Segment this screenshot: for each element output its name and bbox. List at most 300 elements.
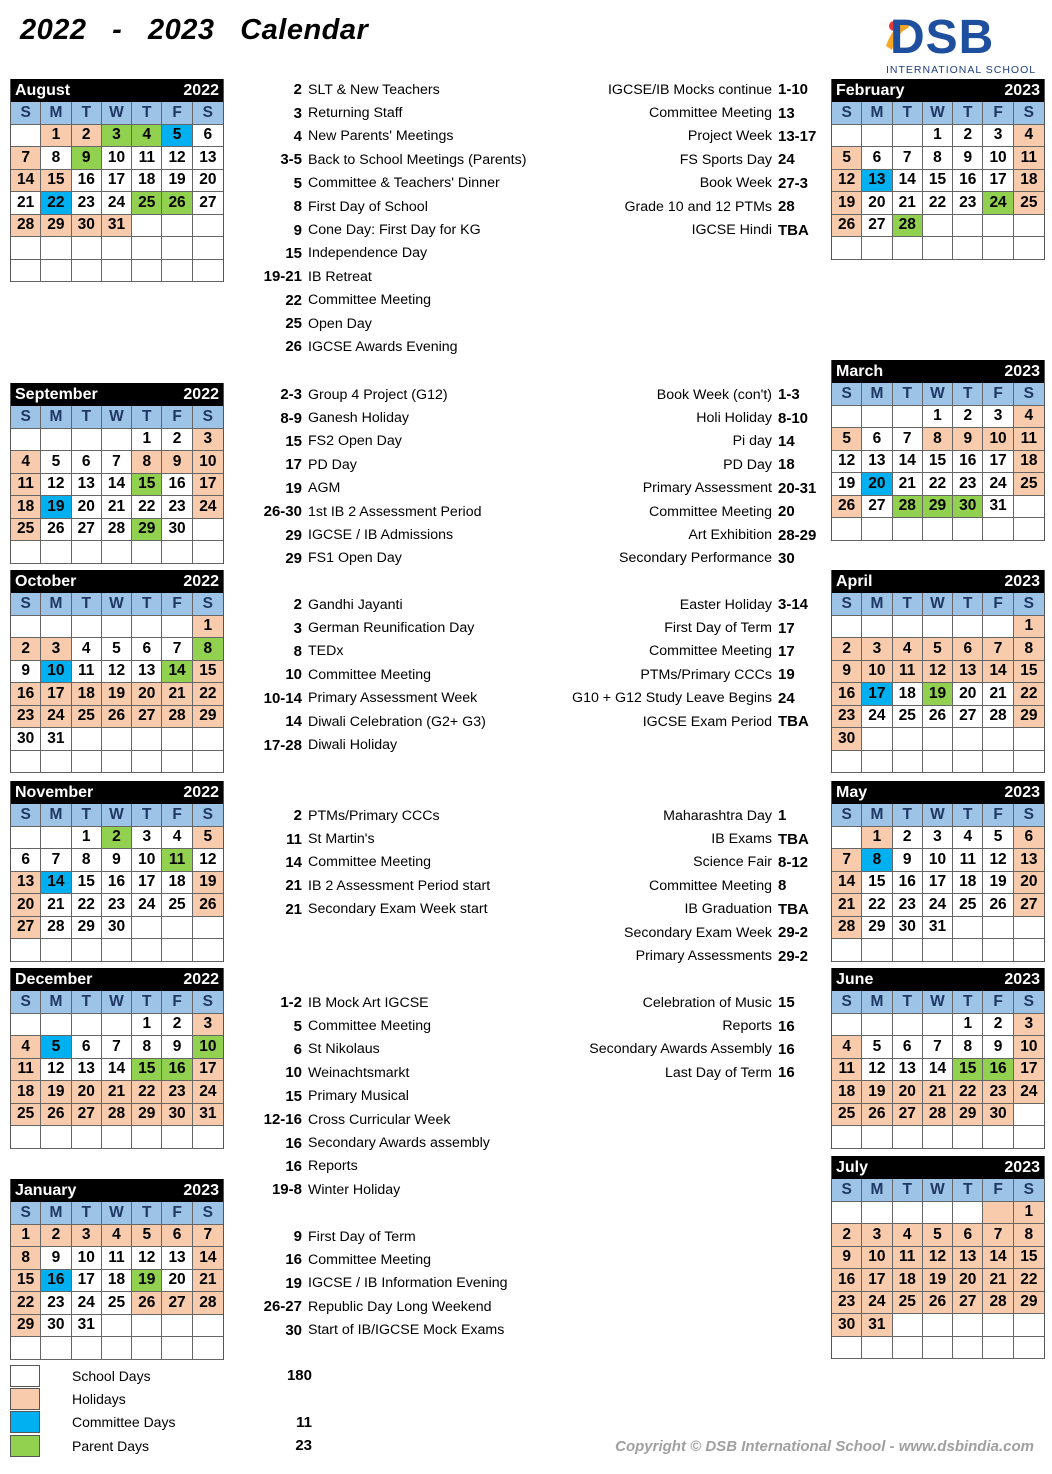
- day-header: M: [41, 102, 71, 125]
- day-header: S: [1014, 991, 1044, 1014]
- day-cell: 28: [923, 1104, 953, 1127]
- day-cell: 15: [862, 872, 892, 895]
- event-row: [252, 1061, 508, 1084]
- empty-cell: [1014, 1126, 1044, 1149]
- day-cell: 18: [953, 872, 983, 895]
- day-cell: 11: [162, 849, 192, 872]
- day-cell: 8: [132, 1036, 162, 1059]
- events-right-apr: [572, 593, 822, 733]
- month-header: [11, 79, 223, 102]
- day-cell: 23: [162, 496, 192, 519]
- empty-cell: [162, 616, 192, 639]
- day-cell: 9: [893, 849, 923, 872]
- event-date: 10-14: [263, 689, 302, 707]
- month-year: 2023: [1004, 362, 1040, 380]
- empty-cell: [832, 827, 862, 850]
- event-title: Science Fair: [693, 854, 772, 871]
- day-cell: 16: [983, 1059, 1013, 1082]
- empty-cell: [11, 1014, 41, 1037]
- day-cell: 1: [72, 827, 102, 850]
- empty-cell: [983, 1202, 1013, 1225]
- day-cell: 5: [132, 1225, 162, 1248]
- day-cell: 22: [132, 496, 162, 519]
- day-cell: 18: [1014, 451, 1044, 474]
- event-row: [252, 640, 486, 663]
- day-cell: 26: [923, 1292, 953, 1315]
- day-cell: 24: [1014, 1081, 1044, 1104]
- month-header: [832, 79, 1044, 102]
- day-cell: 16: [162, 1059, 192, 1082]
- day-cell: 10: [862, 1247, 892, 1270]
- empty-cell: [102, 260, 132, 283]
- empty-cell: [983, 751, 1013, 774]
- day-cell: 6: [1014, 827, 1044, 850]
- event-row: [252, 218, 526, 241]
- empty-cell: [953, 518, 983, 541]
- empty-cell: [923, 1126, 953, 1149]
- day-cell: 4: [162, 827, 192, 850]
- event-row: [252, 172, 526, 195]
- event-row: [252, 1131, 508, 1154]
- day-cell: 22: [72, 894, 102, 917]
- empty-cell: [11, 1337, 41, 1360]
- event-row: [589, 1014, 822, 1037]
- events-left-oct: [252, 593, 486, 757]
- day-header: W: [923, 804, 953, 827]
- day-cell: 7: [893, 147, 923, 170]
- month-name: February: [836, 81, 905, 99]
- day-cell: 30: [832, 1314, 862, 1337]
- event-date: 11: [286, 830, 302, 848]
- day-header: F: [162, 991, 192, 1014]
- day-cell: 17: [72, 1270, 102, 1293]
- empty-cell: [132, 260, 162, 283]
- month-year: 2022: [183, 783, 219, 801]
- day-header: W: [923, 593, 953, 616]
- event-date: 2: [293, 81, 302, 99]
- month-year: 2022: [183, 572, 219, 590]
- month-grid: [832, 991, 1044, 1149]
- legend-holidays: [10, 1387, 175, 1410]
- day-cell: 25: [1014, 192, 1044, 215]
- day-cell: 10: [132, 849, 162, 872]
- day-cell: 7: [102, 1036, 132, 1059]
- copyright: Copyright © DSB International School - www.dsbindia.com: [615, 1438, 1034, 1455]
- day-header: T: [72, 1202, 102, 1225]
- empty-cell: [41, 939, 71, 962]
- month-may: [831, 781, 1045, 962]
- empty-cell: [102, 1126, 132, 1149]
- day-cell: 17: [132, 872, 162, 895]
- event-date: 26-27: [263, 1298, 302, 1316]
- event-date: 26: [285, 338, 302, 356]
- empty-cell: [193, 541, 223, 564]
- day-cell: 29: [923, 496, 953, 519]
- event-row: [252, 804, 490, 827]
- month-april: [831, 570, 1045, 773]
- month-year: 2022: [183, 81, 219, 99]
- event-title: Book Week (con't): [656, 386, 772, 403]
- event-title: Secondary Performance: [619, 550, 772, 567]
- day-header: T: [953, 991, 983, 1014]
- empty-cell: [953, 917, 983, 940]
- event-date: 8-10: [778, 409, 809, 427]
- month-year: 2022: [183, 970, 219, 988]
- event-date: 3: [293, 619, 302, 637]
- day-header: W: [923, 991, 953, 1014]
- day-cell: 18: [832, 1081, 862, 1104]
- day-cell: 5: [41, 1036, 71, 1059]
- day-cell: 17: [193, 474, 223, 497]
- event-title: PD Day: [308, 456, 357, 473]
- month-grid: [832, 383, 1044, 541]
- empty-cell: [193, 215, 223, 238]
- day-cell: 26: [193, 894, 223, 917]
- empty-cell: [102, 1014, 132, 1037]
- month-header: [832, 968, 1044, 991]
- day-header: F: [983, 593, 1013, 616]
- day-cell: 17: [862, 1269, 892, 1292]
- day-cell: 21: [893, 473, 923, 496]
- event-title: Committee Meeting: [308, 292, 432, 309]
- day-cell: 2: [162, 429, 192, 452]
- day-header: S: [193, 406, 223, 429]
- school-logo: [882, 12, 1044, 78]
- day-cell: 7: [983, 638, 1013, 661]
- day-cell: 6: [953, 1224, 983, 1247]
- event-row: [608, 148, 822, 171]
- empty-cell: [11, 429, 41, 452]
- event-date: 3: [293, 104, 302, 122]
- empty-cell: [862, 1337, 892, 1360]
- day-cell: 20: [862, 473, 892, 496]
- day-cell: 23: [72, 192, 102, 215]
- logo-text: DSB: [890, 11, 995, 64]
- day-header: F: [983, 991, 1013, 1014]
- event-date: 17: [285, 456, 302, 474]
- empty-cell: [832, 518, 862, 541]
- event-date: 19-8: [271, 1181, 302, 1199]
- day-cell: 12: [132, 1247, 162, 1270]
- event-row: [619, 477, 822, 500]
- empty-cell: [102, 751, 132, 774]
- event-date: 17-28: [263, 736, 302, 754]
- event-row: [619, 500, 822, 523]
- month-year: 2023: [1004, 970, 1040, 988]
- day-cell: 7: [832, 849, 862, 872]
- event-row: [252, 1155, 508, 1178]
- day-cell: 12: [923, 661, 953, 684]
- events-left-nov: [252, 804, 490, 921]
- day-cell: 17: [983, 451, 1013, 474]
- empty-cell: [1014, 237, 1044, 260]
- event-row: [252, 991, 508, 1014]
- day-cell: 13: [862, 451, 892, 474]
- day-header: S: [1014, 593, 1044, 616]
- event-title: Art Exhibition: [688, 527, 772, 544]
- day-header: S: [832, 1179, 862, 1202]
- day-cell: 10: [102, 147, 132, 170]
- empty-cell: [11, 541, 41, 564]
- day-header: S: [11, 804, 41, 827]
- event-row: [252, 148, 526, 171]
- day-cell: 24: [193, 496, 223, 519]
- empty-cell: [893, 1337, 923, 1360]
- day-cell: 29: [41, 215, 71, 238]
- empty-cell: [953, 616, 983, 639]
- day-cell: 28: [193, 1292, 223, 1315]
- day-cell: 17: [923, 872, 953, 895]
- day-cell: 31: [862, 1314, 892, 1337]
- day-cell: 27: [132, 706, 162, 729]
- empty-cell: [862, 518, 892, 541]
- event-title: IGCSE / IB Information Evening: [308, 1275, 508, 1292]
- event-row: [589, 1061, 822, 1084]
- event-title: SLT & New Teachers: [308, 81, 440, 98]
- day-cell: 27: [193, 192, 223, 215]
- day-cell: 8: [1014, 1224, 1044, 1247]
- day-cell: 27: [72, 519, 102, 542]
- empty-cell: [162, 1337, 192, 1360]
- month-december: [10, 968, 224, 1149]
- day-cell: 3: [983, 125, 1013, 148]
- day-cell: 3: [132, 827, 162, 850]
- event-row: [624, 874, 822, 897]
- empty-cell: [102, 237, 132, 260]
- empty-cell: [41, 260, 71, 283]
- empty-cell: [983, 1126, 1013, 1149]
- day-cell: 19: [923, 1269, 953, 1292]
- event-date: 26-30: [263, 503, 302, 521]
- legend-count: 23: [295, 1437, 312, 1455]
- day-cell: 8: [132, 451, 162, 474]
- empty-cell: [132, 728, 162, 751]
- day-cell: 12: [832, 451, 862, 474]
- day-cell: 12: [193, 849, 223, 872]
- day-cell: 31: [193, 1104, 223, 1127]
- empty-cell: [1014, 518, 1044, 541]
- empty-cell: [11, 939, 41, 962]
- day-cell: 24: [862, 1292, 892, 1315]
- event-date: 2: [293, 596, 302, 614]
- day-cell: 7: [41, 849, 71, 872]
- event-row: [252, 312, 526, 335]
- event-row: [252, 1085, 508, 1108]
- day-cell: 20: [953, 1269, 983, 1292]
- day-cell: 20: [132, 683, 162, 706]
- day-header: T: [893, 383, 923, 406]
- day-cell: 11: [953, 849, 983, 872]
- event-row: [252, 1225, 508, 1248]
- empty-cell: [193, 1337, 223, 1360]
- empty-cell: [862, 237, 892, 260]
- day-cell: 5: [832, 428, 862, 451]
- empty-cell: [102, 1337, 132, 1360]
- empty-cell: [132, 1337, 162, 1360]
- day-cell: 25: [162, 894, 192, 917]
- event-date: 15: [285, 432, 302, 450]
- day-cell: 13: [72, 1059, 102, 1082]
- day-cell: 25: [72, 706, 102, 729]
- event-row: [252, 874, 490, 897]
- empty-cell: [832, 1202, 862, 1225]
- event-date: 25: [285, 315, 302, 333]
- day-cell: 15: [132, 474, 162, 497]
- day-cell: 17: [862, 683, 892, 706]
- event-title: Secondary Awards Assembly: [589, 1041, 772, 1058]
- event-row: [624, 944, 822, 967]
- empty-cell: [953, 215, 983, 238]
- day-cell: 26: [41, 1104, 71, 1127]
- day-cell: 14: [102, 474, 132, 497]
- event-row: [572, 616, 822, 639]
- event-date: 24: [778, 689, 795, 707]
- empty-cell: [132, 541, 162, 564]
- event-date: 9: [293, 221, 302, 239]
- event-row: [252, 1272, 508, 1295]
- day-header: S: [11, 991, 41, 1014]
- empty-cell: [162, 237, 192, 260]
- legend-label: Parent Days: [72, 1437, 150, 1454]
- empty-cell: [11, 616, 41, 639]
- day-cell: 5: [193, 827, 223, 850]
- month-header: [11, 1179, 223, 1202]
- empty-cell: [72, 728, 102, 751]
- day-cell: 19: [102, 683, 132, 706]
- day-cell: 17: [41, 683, 71, 706]
- day-cell: 9: [983, 1036, 1013, 1059]
- month-grid: [11, 406, 223, 564]
- month-name: December: [15, 970, 93, 988]
- day-header: W: [102, 102, 132, 125]
- day-cell: 17: [102, 170, 132, 193]
- day-cell: 21: [102, 1081, 132, 1104]
- empty-cell: [862, 1126, 892, 1149]
- event-row: [619, 406, 822, 429]
- empty-cell: [1014, 751, 1044, 774]
- event-title: IB 2 Assessment Period start: [308, 877, 491, 894]
- day-header: T: [953, 593, 983, 616]
- day-cell: 26: [923, 706, 953, 729]
- empty-cell: [923, 751, 953, 774]
- event-date: 3-14: [778, 596, 809, 614]
- events-left-aug: [252, 78, 526, 359]
- event-date: 1-10: [778, 81, 809, 99]
- day-cell: 30: [162, 1104, 192, 1127]
- event-title: IGCSE/IB Mocks continue: [607, 81, 772, 98]
- empty-cell: [923, 1314, 953, 1337]
- event-title: Project Week: [687, 128, 772, 145]
- day-cell: 29: [1014, 1292, 1044, 1315]
- event-row: [252, 1014, 508, 1037]
- day-cell: 11: [1014, 428, 1044, 451]
- empty-cell: [893, 406, 923, 429]
- day-cell: 12: [983, 849, 1013, 872]
- month-name: November: [15, 783, 94, 801]
- event-row: [252, 733, 486, 756]
- month-june: [831, 968, 1045, 1149]
- day-cell: 7: [102, 451, 132, 474]
- month-name: October: [15, 572, 77, 590]
- event-date: TBA: [778, 830, 809, 848]
- event-row: [608, 78, 822, 101]
- day-cell: 25: [953, 894, 983, 917]
- empty-cell: [862, 939, 892, 962]
- day-header: M: [862, 991, 892, 1014]
- day-cell: 26: [102, 706, 132, 729]
- event-date: 4: [293, 127, 302, 145]
- day-cell: 25: [1014, 473, 1044, 496]
- day-cell: 24: [983, 192, 1013, 215]
- day-cell: 30: [893, 917, 923, 940]
- day-cell: 28: [893, 215, 923, 238]
- event-date: 21: [285, 877, 302, 895]
- day-header: T: [893, 102, 923, 125]
- day-header: S: [1014, 804, 1044, 827]
- event-date: TBA: [778, 713, 809, 731]
- day-cell: 2: [832, 638, 862, 661]
- event-title: Republic Day Long Weekend: [308, 1298, 492, 1315]
- day-cell: 3: [983, 406, 1013, 429]
- day-cell: 10: [193, 1036, 223, 1059]
- day-header: T: [893, 593, 923, 616]
- event-title: PTMs/Primary CCCs: [308, 807, 440, 824]
- event-title: IB Retreat: [308, 268, 372, 285]
- empty-cell: [132, 917, 162, 940]
- day-cell: 12: [162, 147, 192, 170]
- day-cell: 25: [893, 706, 923, 729]
- day-cell: 24: [102, 192, 132, 215]
- day-cell: 28: [893, 496, 923, 519]
- empty-cell: [11, 125, 41, 148]
- empty-cell: [72, 616, 102, 639]
- day-cell: 14: [923, 1059, 953, 1082]
- day-cell: 20: [72, 496, 102, 519]
- day-header: S: [1014, 1179, 1044, 1202]
- day-cell: 9: [953, 428, 983, 451]
- empty-cell: [983, 728, 1013, 751]
- empty-cell: [832, 1337, 862, 1360]
- day-header: S: [832, 383, 862, 406]
- event-row: [252, 1202, 508, 1225]
- day-header: F: [983, 383, 1013, 406]
- day-cell: 13: [1014, 849, 1044, 872]
- empty-cell: [953, 1314, 983, 1337]
- events-right-feb: [608, 78, 822, 242]
- day-cell: 16: [953, 451, 983, 474]
- month-grid: [832, 102, 1044, 260]
- month-name: January: [15, 1181, 77, 1199]
- event-date: 30: [778, 549, 795, 567]
- event-date: 16: [285, 1157, 302, 1175]
- day-cell: 31: [923, 917, 953, 940]
- month-grid: [11, 102, 223, 282]
- month-year: 2023: [1004, 783, 1040, 801]
- legend-count: 180: [286, 1367, 312, 1385]
- month-grid: [832, 804, 1044, 962]
- day-cell: 26: [983, 894, 1013, 917]
- day-cell: 23: [983, 1081, 1013, 1104]
- legend-swatch-holiday: [10, 1388, 40, 1410]
- event-row: [252, 663, 486, 686]
- day-header: W: [102, 406, 132, 429]
- event-row: [619, 430, 822, 453]
- empty-cell: [893, 1014, 923, 1037]
- day-cell: 18: [893, 683, 923, 706]
- day-header: T: [132, 991, 162, 1014]
- event-date: 19: [285, 479, 302, 497]
- day-cell: 2: [953, 406, 983, 429]
